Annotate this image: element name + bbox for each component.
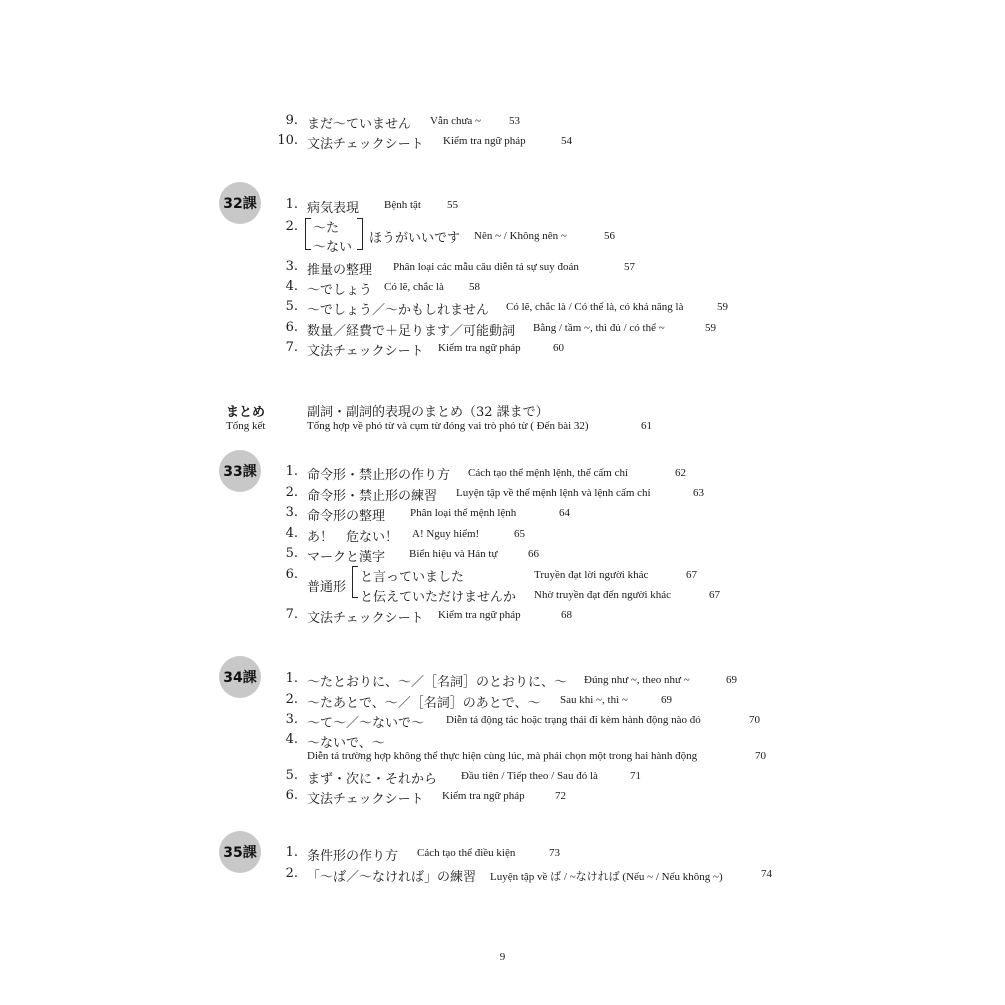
summary-title-jp: 副詞・副詞的表現のまとめ（32 課まで）: [307, 405, 549, 420]
item-page: 74: [761, 868, 772, 880]
item-title-vn: Diễn tả trường hợp không thể thực hiện cùng lúc, mà phải chọn một trong hai hành động: [307, 750, 698, 762]
item-title-jp: 病気表現: [307, 201, 360, 216]
item-page: 70: [749, 714, 760, 726]
item-title-jp: 〜て〜／〜ないで〜: [307, 716, 425, 731]
item-page: 65: [514, 528, 525, 540]
item-title-jp: 推量の整理: [307, 263, 373, 278]
item-page: 68: [561, 609, 572, 621]
item-title-vn: Có lẽ, chắc là: [384, 281, 444, 293]
item-number: 3.: [285, 259, 298, 274]
item-title-jp-a: 〜た: [313, 221, 340, 236]
item-number: 3.: [285, 505, 298, 520]
summary-label-vn: Tổng kết: [226, 420, 266, 432]
item-page: 66: [528, 548, 539, 560]
item-number: 6.: [285, 567, 298, 582]
item-number: 10.: [277, 133, 298, 148]
item-title-jp: 文法チェックシート: [307, 137, 424, 152]
item-page: 72: [555, 790, 566, 802]
item-number: 6.: [285, 788, 298, 803]
lesson-badge: 33課: [219, 450, 261, 492]
item-title-vn: Cách tạo thể điều kiện: [417, 847, 516, 859]
item-title-jp-tail: ほうがいいです: [369, 231, 461, 246]
item-title-jp: 文法チェックシート: [307, 344, 424, 359]
item-title-jp-head: 普通形: [307, 580, 347, 595]
page-number: 9: [499, 951, 506, 963]
lesson-badge: 32課: [219, 182, 261, 224]
item-title-vn: Sau khi ~, thì ~: [560, 694, 628, 706]
item-page-b: 67: [709, 589, 720, 601]
item-number: 4.: [285, 732, 298, 747]
item-title-vn-b: Nhờ truyền đạt đến người khác: [534, 589, 672, 601]
item-title-jp-a: と言っていました: [360, 570, 465, 585]
summary-title-vn: Tổng hợp về phó từ và cụm từ đóng vai trò phó từ ( Đến bài 32): [307, 420, 589, 432]
item-page: 69: [661, 694, 672, 706]
close-bracket: [357, 218, 363, 250]
item-title-vn: Có lẽ, chắc là / Có thể là, có khả năng là: [506, 301, 684, 313]
item-page: 64: [559, 507, 570, 519]
summary-page: 61: [641, 420, 652, 432]
item-title-jp: 条件形の作り方: [307, 849, 399, 864]
item-title-vn: Phân loại các mẫu câu diễn tả sự suy đoán: [393, 261, 579, 273]
item-page: 71: [630, 770, 641, 782]
item-title-vn: Đầu tiên / Tiếp theo / Sau đó là: [461, 770, 598, 782]
item-title-vn: Kiểm tra ngữ pháp: [443, 135, 526, 147]
item-title-vn: Cách tạo thể mệnh lệnh, thể cấm chỉ: [468, 467, 629, 479]
item-number: 2.: [285, 692, 298, 707]
item-title-jp: あ！ 危ない！: [307, 530, 399, 545]
item-page-a: 67: [686, 569, 697, 581]
item-page: 58: [469, 281, 480, 293]
item-title-vn: Kiểm tra ngữ pháp: [438, 609, 521, 621]
item-number: 2.: [285, 219, 298, 234]
item-page: 57: [624, 261, 635, 273]
item-title-jp: 〜たとおりに、〜／［名詞］のとおりに、〜: [307, 675, 568, 690]
item-number: 2.: [285, 485, 298, 500]
item-number: 5.: [285, 546, 298, 561]
item-title-jp: 数量／経費で＋足ります／可能動詞: [307, 324, 516, 339]
item-title-jp: 〜でしょう／〜かもしれません: [307, 303, 490, 318]
item-title-jp: 〜ないで、〜: [307, 736, 385, 751]
item-title-vn: Diễn tả động tác hoặc trạng thái đi kèm hành động nào đó: [446, 714, 701, 726]
item-page: 63: [693, 487, 704, 499]
item-page: 73: [549, 847, 560, 859]
item-page: 60: [553, 342, 564, 354]
item-title-jp-b: 〜ない: [313, 240, 353, 255]
item-title-jp: 命令形の整理: [307, 509, 386, 524]
item-number: 3.: [285, 712, 298, 727]
item-title-vn: Phân loại thể mệnh lệnh: [410, 507, 517, 519]
item-title-jp: まず・次に・それから: [307, 772, 438, 787]
item-number: 4.: [285, 279, 298, 294]
item-title-jp: 〜でしょう: [307, 283, 373, 298]
item-number: 5.: [285, 299, 298, 314]
item-title-jp: 文法チェックシート: [307, 611, 424, 626]
item-page: 53: [509, 115, 520, 127]
item-number: 5.: [285, 768, 298, 783]
item-page: 55: [447, 199, 458, 211]
lesson-badge: 35課: [219, 831, 261, 873]
item-title-jp: 文法チェックシート: [307, 792, 424, 807]
item-title-jp: まだ〜ていません: [307, 117, 412, 132]
item-number: 1.: [285, 845, 298, 860]
item-page: 70: [755, 750, 766, 762]
item-title-jp: マークと漢字: [307, 550, 386, 565]
item-title-jp: 命令形・禁止形の練習: [307, 489, 438, 504]
item-title-jp: 「〜ば／〜なければ」の練習: [307, 870, 477, 885]
item-page: 54: [561, 135, 572, 147]
item-number: 4.: [285, 526, 298, 541]
item-title-jp: 〜たあとで、〜／［名詞］のあとで、〜: [307, 696, 541, 711]
item-title-vn: Vẫn chưa ~: [430, 115, 482, 127]
item-title-jp-b: と伝えていただけませんか: [360, 590, 517, 605]
item-title-vn: Bằng / tầm ~, thì đủ / có thể ~: [533, 322, 665, 334]
item-title-vn: Biển hiệu và Hán tự: [409, 548, 498, 560]
item-number: 7.: [285, 340, 298, 355]
item-number: 2.: [285, 866, 298, 881]
open-bracket: [352, 566, 358, 598]
item-number: 6.: [285, 320, 298, 335]
item-page: 69: [726, 674, 737, 686]
item-number: 1.: [285, 464, 298, 479]
item-title-jp: 命令形・禁止形の作り方: [307, 468, 451, 483]
item-title-vn: A! Nguy hiểm!: [412, 528, 480, 540]
item-number: 1.: [285, 197, 298, 212]
lesson-badge: 34課: [219, 656, 261, 698]
item-number: 1.: [285, 671, 298, 686]
item-number: 9.: [285, 113, 298, 128]
open-bracket: [305, 218, 311, 250]
item-number: 7.: [285, 607, 298, 622]
item-title-vn: Đúng như ~, theo như ~: [584, 674, 690, 686]
item-page: 62: [675, 467, 686, 479]
item-page: 59: [705, 322, 716, 334]
item-title-vn: Bệnh tật: [384, 199, 421, 211]
item-page: 59: [717, 301, 728, 313]
summary-label: まとめ: [226, 405, 266, 420]
item-title-vn: Kiểm tra ngữ pháp: [438, 342, 521, 354]
item-title-vn: Luyện tập về ば / ~なければ (Nếu ~ / Nếu không ~): [490, 871, 723, 883]
item-page: 56: [604, 230, 615, 242]
item-title-vn: Luyện tập về thể mệnh lệnh và lệnh cấm chỉ: [456, 487, 651, 499]
item-title-vn: Kiểm tra ngữ pháp: [442, 790, 525, 802]
item-title-vn: Nên ~ / Không nên ~: [474, 230, 567, 242]
item-title-vn-a: Truyền đạt lời người khác: [534, 569, 649, 581]
